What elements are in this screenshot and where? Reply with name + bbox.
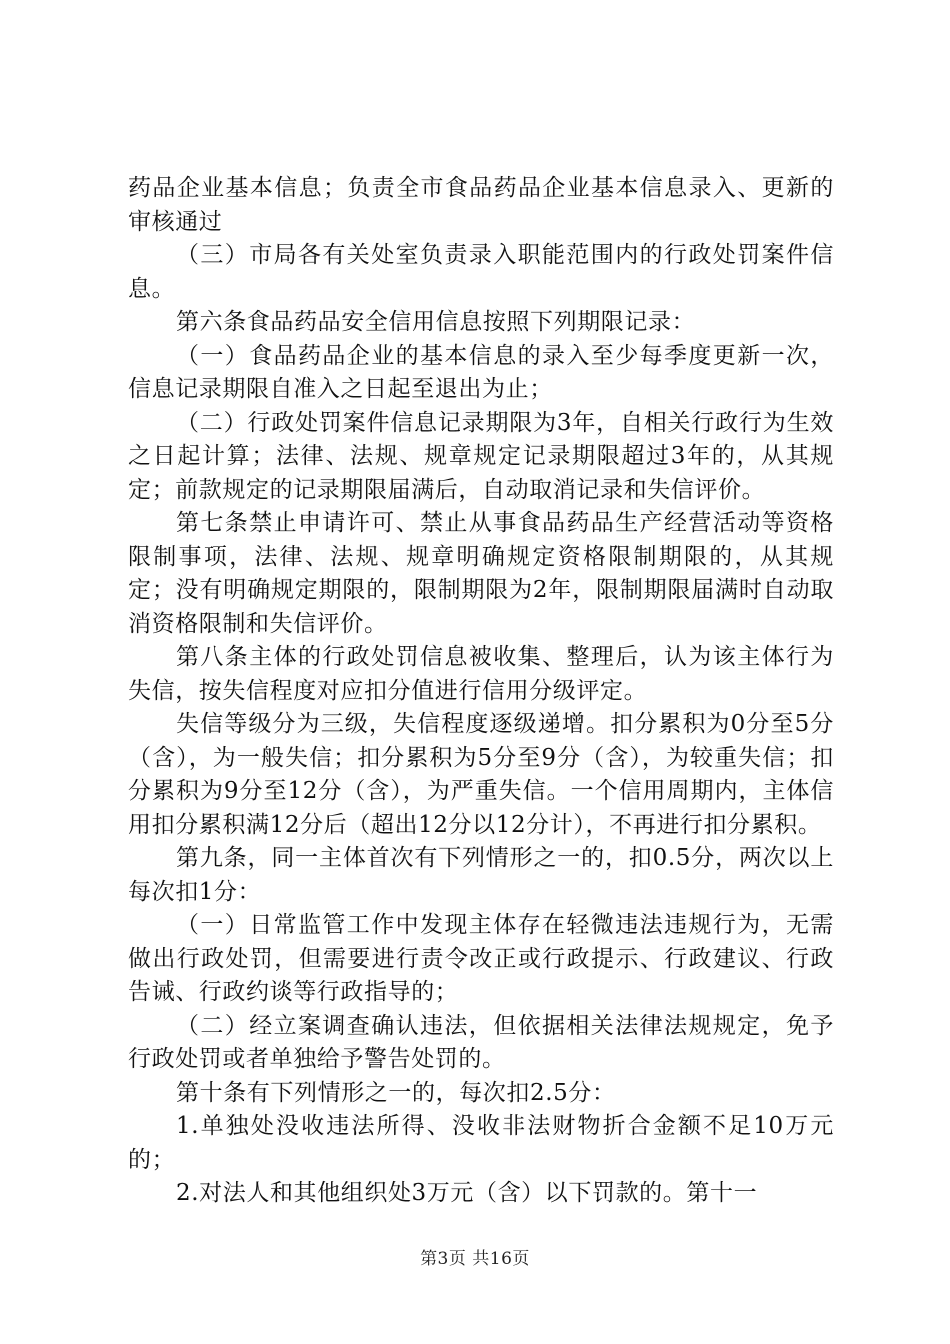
paragraph-article-7: 第七条禁止申请许可、禁止从事食品药品生产经营活动等资格限制事项，法律、法规、规章明确规定资格限制期限的，从其规定；没有明确规定期限的，限制期限为2年，限制期限届满时自动取消资格限制和失信评价。 [128, 510, 834, 637]
paragraph-article-10-item-2: 2.对法人和其他组织处3万元（含）以下罚款的。第十一 [176, 1180, 758, 1206]
paragraph-item-3: （三）市局各有关处室负责录入职能范围内的行政处罚案件信息。 [128, 242, 834, 302]
paragraph-article-9-item-2: （二）经立案调查确认违法，但依据相关法律法规规定，免予行政处罚或者单独给予警告处罚的。 [128, 1012, 834, 1072]
paragraph-article-8: 第八条主体的行政处罚信息被收集、整理后，认为该主体行为失信，按失信程度对应扣分值进行信用分级评定。 [128, 644, 834, 704]
paragraph-article-9-item-1: （一）日常监管工作中发现主体存在轻微违法违规行为，无需做出行政处罚，但需要进行责令改正或行政提示、行政建议、行政告诫、行政约谈等行政指导的； [128, 912, 834, 1005]
paragraph-article-9: 第九条，同一主体首次有下列情形之一的，扣0.5分，两次以上每次扣1分： [128, 845, 834, 905]
paragraph-article-10: 第十条有下列情形之一的，每次扣2.5分： [176, 1079, 616, 1106]
page-number-footer: 第3页 共16页 [420, 1249, 530, 1269]
document-body [128, 172, 834, 1211]
paragraph-credit-levels: 失信等级分为三级，失信程度逐级递增。扣分累积为0分至5分（含），为一般失信；扣分累积为5分至9分（含），为较重失信；扣分累积为9分至12分（含），为严重失信。一个信用周期内，主体信用扣分累积满12分后（超出12分以12分计），不再进行扣分累积。 [128, 711, 834, 838]
paragraph-continuation: 药品企业基本信息；负责全市食品药品企业基本信息录入、更新的审核通过 [128, 175, 834, 235]
paragraph-article-6-item-1: （一）食品药品企业的基本信息的录入至少每季度更新一次，信息记录期限自准入之日起至退出为止； [128, 342, 834, 402]
paragraph-article-6: 第六条食品药品安全信用信息按照下列期限记录： [176, 309, 696, 335]
paragraph-article-6-item-2: （二）行政处罚案件信息记录期限为3年，自相关行政行为生效之日起计算；法律、法规、规章规定记录期限超过3年的，从其规定；前款规定的记录期限届满后，自动取消记录和失信评价。 [128, 409, 834, 503]
paragraph-article-10-item-1: 1.单独处没收违法所得、没收非法财物折合金额不足10万元的； [128, 1113, 834, 1173]
